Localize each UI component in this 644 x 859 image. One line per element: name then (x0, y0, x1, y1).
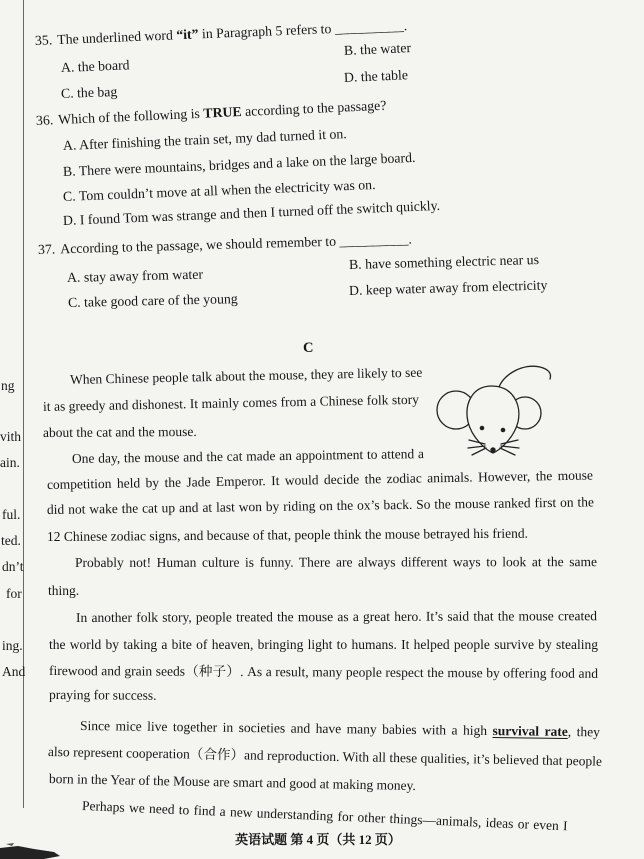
passage-text: , they (567, 723, 601, 740)
margin-rule (23, 0, 24, 808)
margin-fragment: vith (0, 429, 22, 444)
question-number: 37. (37, 241, 56, 257)
page-footer: 英语试题 第 4 页（共 12 页） (235, 832, 401, 847)
passage-line: thing. (48, 583, 80, 598)
question-36-option-c: C. Tom couldn’t move at all when the electricity was on. (62, 177, 376, 204)
margin-fragment: dn’t (2, 559, 24, 574)
stem-emphasis: TRUE (202, 104, 242, 121)
margin-fragment: ng (1, 378, 15, 393)
passage-line: did not wake the cat up and at last won by riding on the ox’s back. So the mouse ranked first on the (46, 494, 595, 517)
stem-text: in Paragraph 5 refers to __________. (198, 18, 408, 42)
passage-line: Perhaps we need to find a new understanding for other things—animals, ideas or even I (81, 798, 568, 834)
passage-line: 12 Chinese zodiac signs, and because of that, people think the mouse betrayed his friend. (46, 525, 529, 544)
passage-line: praying for success. (48, 687, 157, 703)
passage-line: about the cat and the mouse. (42, 423, 197, 440)
question-37-option-b: B. have something electric near us (348, 252, 540, 272)
question-number: 36. (35, 112, 54, 128)
stem-emphasis: “it” (175, 26, 199, 43)
passage-line: When Chinese people talk about the mouse, they are likely to see (69, 364, 423, 387)
passage-text: Since mice live together in societies and have many babies with a high (79, 718, 493, 739)
question-37-option-c: C. take good care of the young (67, 291, 238, 310)
question-37-stem (38, 232, 412, 258)
underlined-term: survival rate (492, 723, 568, 739)
mouse-eye-left (480, 426, 485, 431)
stem-text: The underlined word (56, 27, 177, 48)
passage-line: the world by taking a bite of heaven, bringing light to humans. It helped people survive by stealing (49, 637, 598, 652)
margin-fragment: for (6, 586, 22, 601)
mouse-head (467, 386, 519, 453)
margin-fragment: ful. (2, 507, 21, 522)
question-number: 35. (34, 32, 53, 48)
passage-line: born in the Year of the Mouse are smart and good at making money. (48, 771, 417, 794)
passage-heading: C (303, 340, 314, 356)
scan-smudge (0, 840, 70, 859)
mouse-tail (498, 366, 551, 390)
passage-line: Probably not! Human culture is funny. There are always different ways to look at the same (74, 554, 598, 570)
question-35-option-a: A. the board (60, 57, 130, 75)
question-36-option-a: A. After finishing the train set, my dad turned it on. (62, 126, 347, 153)
mouse-illustration (432, 360, 557, 465)
mouse-eye-right (501, 428, 506, 433)
passage-line: One day, the mouse and the cat made an appointment to attend a (71, 446, 425, 466)
margin-fragment: And (2, 664, 26, 679)
passage-line: competition held by the Jade Emperor. It would decide the zodiac animals. However, the mouse (46, 467, 594, 492)
stem-text: According to the passage, we should remember to __________. (60, 231, 413, 257)
question-35-option-b: B. the water (343, 40, 412, 58)
passage-line: firewood and grain seeds（种子）. As a result, many people respect the mouse by offering food and (48, 663, 599, 681)
stem-text: Which of the following is (57, 105, 204, 128)
margin-fragment: ain. (0, 455, 20, 470)
question-36-stem (36, 98, 387, 129)
passage-line (80, 718, 600, 740)
stem-text: according to the passage? (241, 97, 387, 120)
question-35-option-c: C. the bag (60, 84, 118, 101)
question-37-option-a: A. stay away from water (66, 266, 204, 285)
question-35-option-d: D. the table (343, 67, 409, 85)
mouse-nose (490, 447, 495, 452)
margin-fragment: ted. (1, 533, 21, 548)
margin-fragment: ing. (2, 638, 23, 653)
passage-line: it as greedy and dishonest. It mainly comes from a Chinese folk story (42, 391, 420, 414)
passage-line: also represent cooperation（合作）and reproduction. With all these qualities, it’s believed that people (47, 744, 603, 769)
question-36-option-b: B. There were mountains, bridges and a lake on the large board. (62, 149, 416, 179)
question-37-option-d: D. keep water away from electricity (348, 277, 548, 298)
question-36-option-d: D. I found Tom was strange and then I turned off the switch quickly. (62, 197, 441, 228)
passage-line: In another folk story, people treated the mouse as a great hero. It’s said that the mouse created (75, 608, 598, 625)
